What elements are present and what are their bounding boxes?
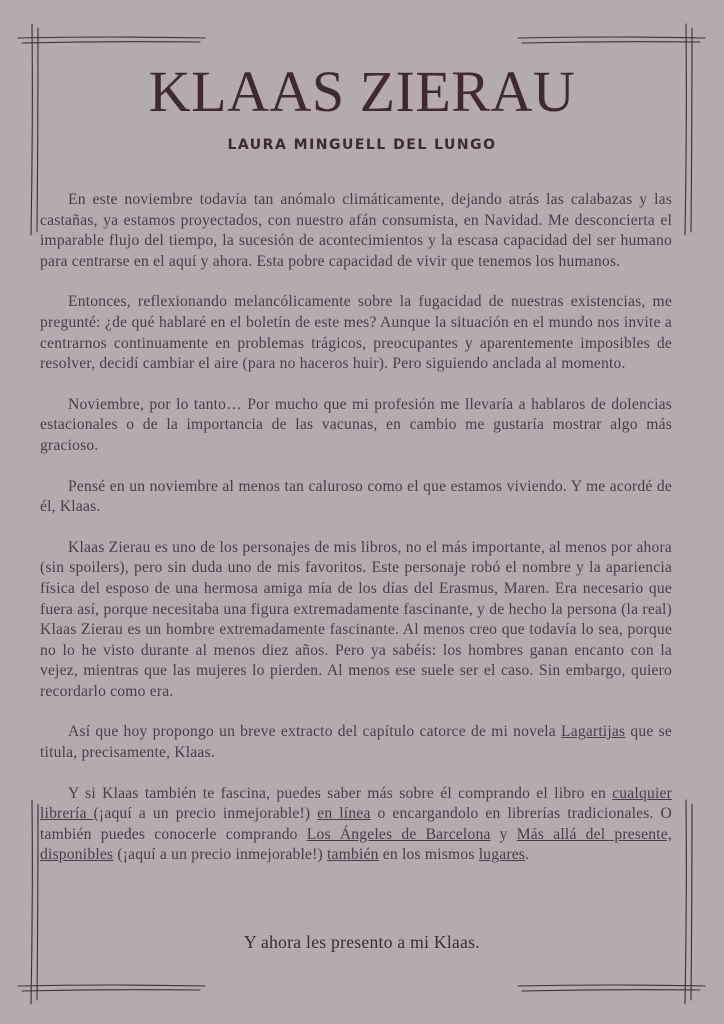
paragraph-7-text-4: y: [490, 825, 517, 843]
page-title: KLAAS ZIERAU: [148, 59, 576, 124]
en-linea-link[interactable]: en línea: [317, 805, 371, 823]
paragraph-7-text-7: .: [525, 846, 530, 864]
paragraph-7-text-6: en los mismos: [378, 846, 479, 864]
paragraph-7: [40, 784, 672, 866]
paragraph-6: [40, 722, 672, 763]
paragraph-7-text-1: Y si Klaas también te fascina, puedes saber más sobre él comprando el libro en: [68, 784, 613, 802]
paragraph-7-text-3: o encargandolo en librerías tradicionales. O también puedes conocerle comprando: [40, 805, 672, 843]
paragraph-1: En este noviembre todavía tan anómalo climáticamente, dejando atrás las calabazas y las castañas, ya estamos proyectados, con nuestro afán consumista, en Navidad. Me desconcierta el imparable flujo del tiempo, la sucesión de acontecimientos y la escasa capacidad del ser humano para centrarse en el aquí y ahora. Esta pobre capacidad de vivir que tenemos los humanos.: [40, 191, 672, 270]
los-angeles-de-barcelona-link[interactable]: Los Ángeles de Barcelona: [306, 825, 491, 843]
paragraph-4: Pensé en un noviembre al menos tan caluroso como el que estamos viviendo. Y me acordé de él, Klaas.: [40, 477, 672, 516]
paragraph-6-text-after: que se titula, precisamente, Klaas.: [40, 723, 673, 762]
paragraph-2: Entonces, reflexionando melancólicamente sobre la fugacidad de nuestras existencias, me pregunté: ¿de qué hablaré en el boletín de este mes? Aunque la situación en el mundo nos invite a centrarnos continuamente en problemas trágicos, preocupantes y aparentemente imposibles de resolver, decidí cambiar el aire (para no haceros huir). Pero siguiendo anclada al momento.: [40, 293, 672, 373]
lagartijas-link[interactable]: Lagartijas: [560, 723, 626, 741]
paragraph-7-text-2: (¡aquí a un precio inmejorable!): [93, 805, 318, 823]
cualquier-libreria-link[interactable]: cualquier librería: [40, 784, 672, 823]
mas-alla-del-presente-link[interactable]: Más allá del presente, disponibles: [40, 825, 672, 864]
tambien-link[interactable]: también: [327, 846, 379, 864]
paragraph-6-text-before: Así que hoy propongo un breve extracto del capítulo catorce de mi novela: [68, 723, 561, 741]
paragraph-3: Noviembre, por lo tanto… Por mucho que mi profesión me llevaría a hablaros de dolencias estacionales o de la importancia de las vacunas, en cambio me gustaría mostrar algo más gracioso.: [40, 395, 672, 454]
author-name: LAURA MINGUELL DEL LUNGO: [227, 137, 497, 153]
article-body: [40, 190, 672, 886]
lugares-link[interactable]: lugares: [478, 846, 526, 864]
paragraph-5: Klaas Zierau es uno de los personajes de mis libros, no el más importante, al menos por ahora (sin spoilers), pero sin duda uno de mis favoritos. Este personaje robó el nombre y la apariencia física del esposo de una hermosa amiga mía de los días del Erasmus, Maren. Era necesario que fuera así, porque necesitaba una figura extremadamente fascinante, y de hecho la persona (la real) Klaas Zierau es un hombre extremadamente fascinante. Al menos creo que todavía lo sea, porque no lo he visto durante al menos diez años. Pero ya sabéis: los hombres ganan encanto con la vejez, mientras que las mujeres lo pierden. Al menos ese suele ser el caso. Sin embargo, quiero recordarlo como era.: [40, 538, 672, 700]
closing-line: Y ahora les presento a mi Klaas.: [244, 932, 480, 952]
paragraph-7-text-5: (¡aquí a un precio inmejorable!): [113, 846, 328, 864]
